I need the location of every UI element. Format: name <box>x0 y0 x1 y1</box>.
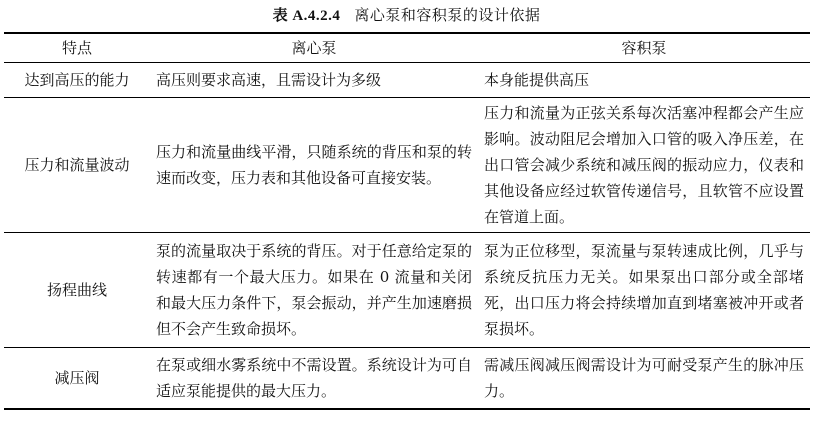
table-row <box>4 348 810 410</box>
centrifugal-cell: 压力和流量曲线平滑，只随系统的背压和泵的转速而改变，压力表和其他设备可直接安装。 <box>156 143 472 187</box>
header-row <box>4 33 810 63</box>
centrifugal-cell: 在泵或细水雾系统中不需设置。系统设计为可自适应泵能提供的最大压力。 <box>156 356 472 400</box>
pump-comparison-table <box>4 32 810 410</box>
header-centrifugal: 离心泵 <box>291 39 337 57</box>
feature-cell: 达到高压的能力 <box>24 71 130 89</box>
table-number: 表 A.4.2.4 <box>272 8 341 24</box>
positive-displacement-cell: 泵为正位移型，泵流量与泵转速成比例，几乎与系统反抗压力无关。如果泵出口部分或全部堵死，出口压力将会持续增加直到堵塞被冲开或者泵损坏。 <box>484 242 804 338</box>
table-row <box>4 233 810 348</box>
table-row <box>4 63 810 98</box>
table-title: 离心泵和容积泵的设计依据 <box>354 6 541 24</box>
table-row <box>4 98 810 233</box>
centrifugal-cell: 泵的流量取决于系统的背压。对于任意给定泵的转速都有一个最大压力。如果在 0 流量和关闭和最大压力条件下，泵会振动，并产生加速磨损但不会产生致命损坏。 <box>156 242 472 338</box>
feature-cell: 压力和流量波动 <box>24 156 130 174</box>
positive-displacement-cell: 压力和流量为正弦关系每次活塞冲程都会产生应影响。波动阻尼会增加入口管的吸入净压差，在出口管会减少系统和减压阀的振动应力，仪表和其他设备应经过软管传递信号，且软管不应设置在管道上面。 <box>484 104 804 226</box>
positive-displacement-cell: 本身能提供高压 <box>484 71 590 89</box>
header-positive-displacement: 容积泵 <box>621 39 667 57</box>
table-caption <box>0 2 813 29</box>
feature-cell: 扬程曲线 <box>46 281 107 299</box>
positive-displacement-cell: 需减压阀减压阀需设计为可耐受泵产生的脉冲压力。 <box>484 356 804 400</box>
feature-cell: 减压阀 <box>54 369 100 387</box>
centrifugal-cell: 高压则要求高速，且需设计为多级 <box>156 71 382 89</box>
header-feature: 特点 <box>61 39 92 57</box>
